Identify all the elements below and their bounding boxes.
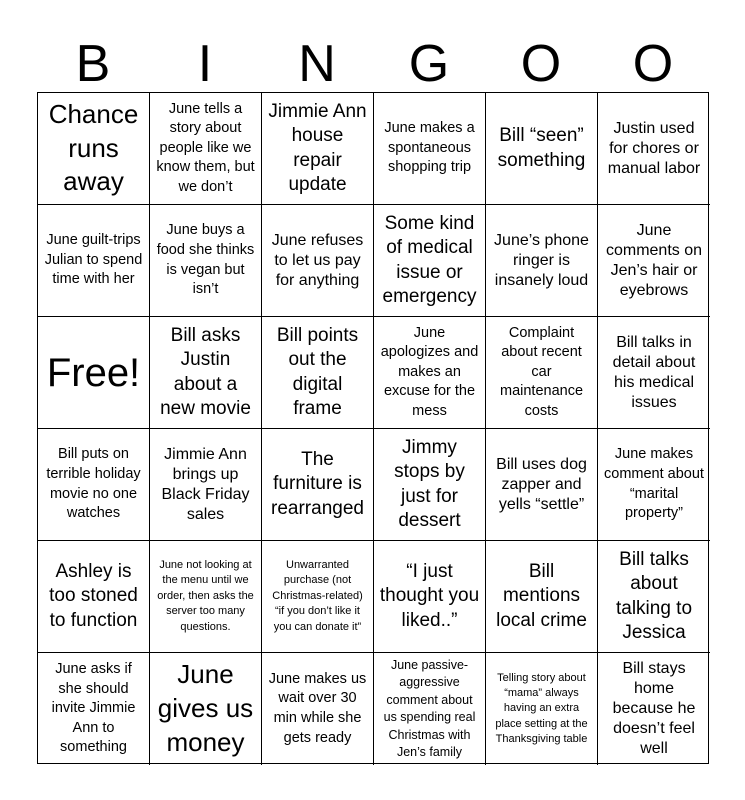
header-letter-o: O xyxy=(520,35,562,93)
bingo-cell[interactable] xyxy=(150,429,262,541)
cell-text: Bill “seen” something xyxy=(497,125,586,171)
bingo-cell[interactable] xyxy=(374,541,486,653)
free-cell-text: Free! xyxy=(46,350,141,395)
cell-text: The furniture is rearranged xyxy=(271,449,364,519)
cell-text: June apologizes and makes an excuse for the mess xyxy=(380,324,479,419)
bingo-cell[interactable] xyxy=(150,541,262,653)
bingo-cell[interactable] xyxy=(486,205,598,317)
cell-text: Jimmy stops by just for dessert xyxy=(394,436,465,531)
bingo-cell[interactable] xyxy=(486,429,598,541)
cell-text: Justin used for chores or manual labor xyxy=(607,119,701,177)
cell-text: Bill asks Justin about a new movie xyxy=(160,324,251,419)
bingo-cell[interactable] xyxy=(150,653,262,765)
bingo-cell[interactable] xyxy=(38,541,150,653)
cell-text: Complaint about recent car maintenance costs xyxy=(499,324,584,419)
bingo-cell[interactable] xyxy=(150,93,262,205)
bingo-cell[interactable] xyxy=(262,317,374,429)
bingo-cell[interactable] xyxy=(598,429,710,541)
bingo-cell[interactable] xyxy=(486,93,598,205)
cell-text: Jimmie Ann house repair update xyxy=(268,100,367,195)
bingo-cell[interactable] xyxy=(598,541,710,653)
cell-text: Bill uses dog zapper and yells “settle” xyxy=(496,455,587,513)
cell-text: June gives us money xyxy=(157,659,254,757)
cell-text: Bill points out the digital frame xyxy=(276,324,359,419)
bingo-cell[interactable] xyxy=(262,205,374,317)
bingo-cell[interactable] xyxy=(486,653,598,765)
cell-text: Bill puts on terrible holiday movie no one watches xyxy=(46,446,141,522)
cell-text: June tells a story about people like we know them, but we don’t xyxy=(156,100,255,195)
header-letter-i: I xyxy=(197,35,213,93)
cell-text: Chance runs away xyxy=(48,98,139,197)
cell-text: Bill talks in detail about his medical issues xyxy=(612,333,696,411)
header-letter-b: B xyxy=(75,35,111,93)
cell-text: June’s phone ringer is insanely loud xyxy=(494,231,589,289)
cell-text: Bill talks about talking to Jessica xyxy=(615,548,693,643)
cell-text: June comments on Jen’s hair or eyebrows xyxy=(605,221,703,299)
bingo-cell[interactable] xyxy=(486,541,598,653)
bingo-cell[interactable] xyxy=(374,93,486,205)
bingo-cell[interactable] xyxy=(598,93,710,205)
bingo-cell[interactable] xyxy=(150,317,262,429)
cell-text: Some kind of medical issue or emergency xyxy=(382,212,477,307)
bingo-cell[interactable] xyxy=(38,93,150,205)
free-cell[interactable] xyxy=(38,317,150,429)
header-letter-g: G xyxy=(408,35,450,93)
cell-text: June makes comment about “marital property” xyxy=(604,446,704,522)
cell-text: June not looking at the menu until we order, then asks the server too many questions. xyxy=(157,559,254,633)
cell-text: Unwarranted purchase (not Christmas-related) “if you don’t like it you can donate it” xyxy=(272,559,363,633)
bingo-cell[interactable] xyxy=(262,541,374,653)
bingo-cell[interactable] xyxy=(598,317,710,429)
cell-text: June refuses to let us pay for anything xyxy=(271,231,364,289)
bingo-cell[interactable] xyxy=(374,429,486,541)
cell-text: June guilt-trips Julian to spend time with her xyxy=(44,232,143,288)
bingo-cell[interactable] xyxy=(598,205,710,317)
cell-text: Bill stays home because he doesn’t feel well xyxy=(612,660,696,757)
cell-text: June passive-aggressive comment about us spending real Christmas with Jen’s family xyxy=(383,657,476,759)
bingo-cell[interactable] xyxy=(38,205,150,317)
bingo-cell[interactable] xyxy=(150,205,262,317)
bingo-cell[interactable] xyxy=(262,93,374,205)
header-letter-n: N xyxy=(298,35,336,93)
bingo-cell[interactable] xyxy=(262,653,374,765)
bingo-cell[interactable] xyxy=(598,653,710,765)
cell-text: June makes us wait over 30 min while she gets ready xyxy=(268,670,367,746)
bingo-cell[interactable] xyxy=(486,317,598,429)
cell-text: June makes a spontaneous shopping trip xyxy=(384,120,475,176)
bingo-header xyxy=(37,36,709,92)
header-letter-o2: O xyxy=(632,35,674,93)
bingo-cell[interactable] xyxy=(262,429,374,541)
cell-text: Jimmie Ann brings up Black Friday sales xyxy=(161,445,250,523)
cell-text: Bill mentions local crime xyxy=(496,561,587,631)
cell-text: June asks if she should invite Jimmie Ann to something xyxy=(51,661,136,756)
cell-text: Ashley is too stoned to function xyxy=(49,561,138,631)
bingo-cell[interactable] xyxy=(374,205,486,317)
bingo-board xyxy=(37,92,709,764)
bingo-cell[interactable] xyxy=(374,653,486,765)
cell-text: June buys a food she thinks is vegan but isn’t xyxy=(156,222,255,298)
bingo-cell[interactable] xyxy=(38,653,150,765)
bingo-cell[interactable] xyxy=(374,317,486,429)
bingo-cell[interactable] xyxy=(38,429,150,541)
cell-text: Telling story about “mama” always having an extra place setting at the Thanksgiving table xyxy=(495,671,588,746)
cell-text: “I just thought you liked..” xyxy=(379,561,480,631)
